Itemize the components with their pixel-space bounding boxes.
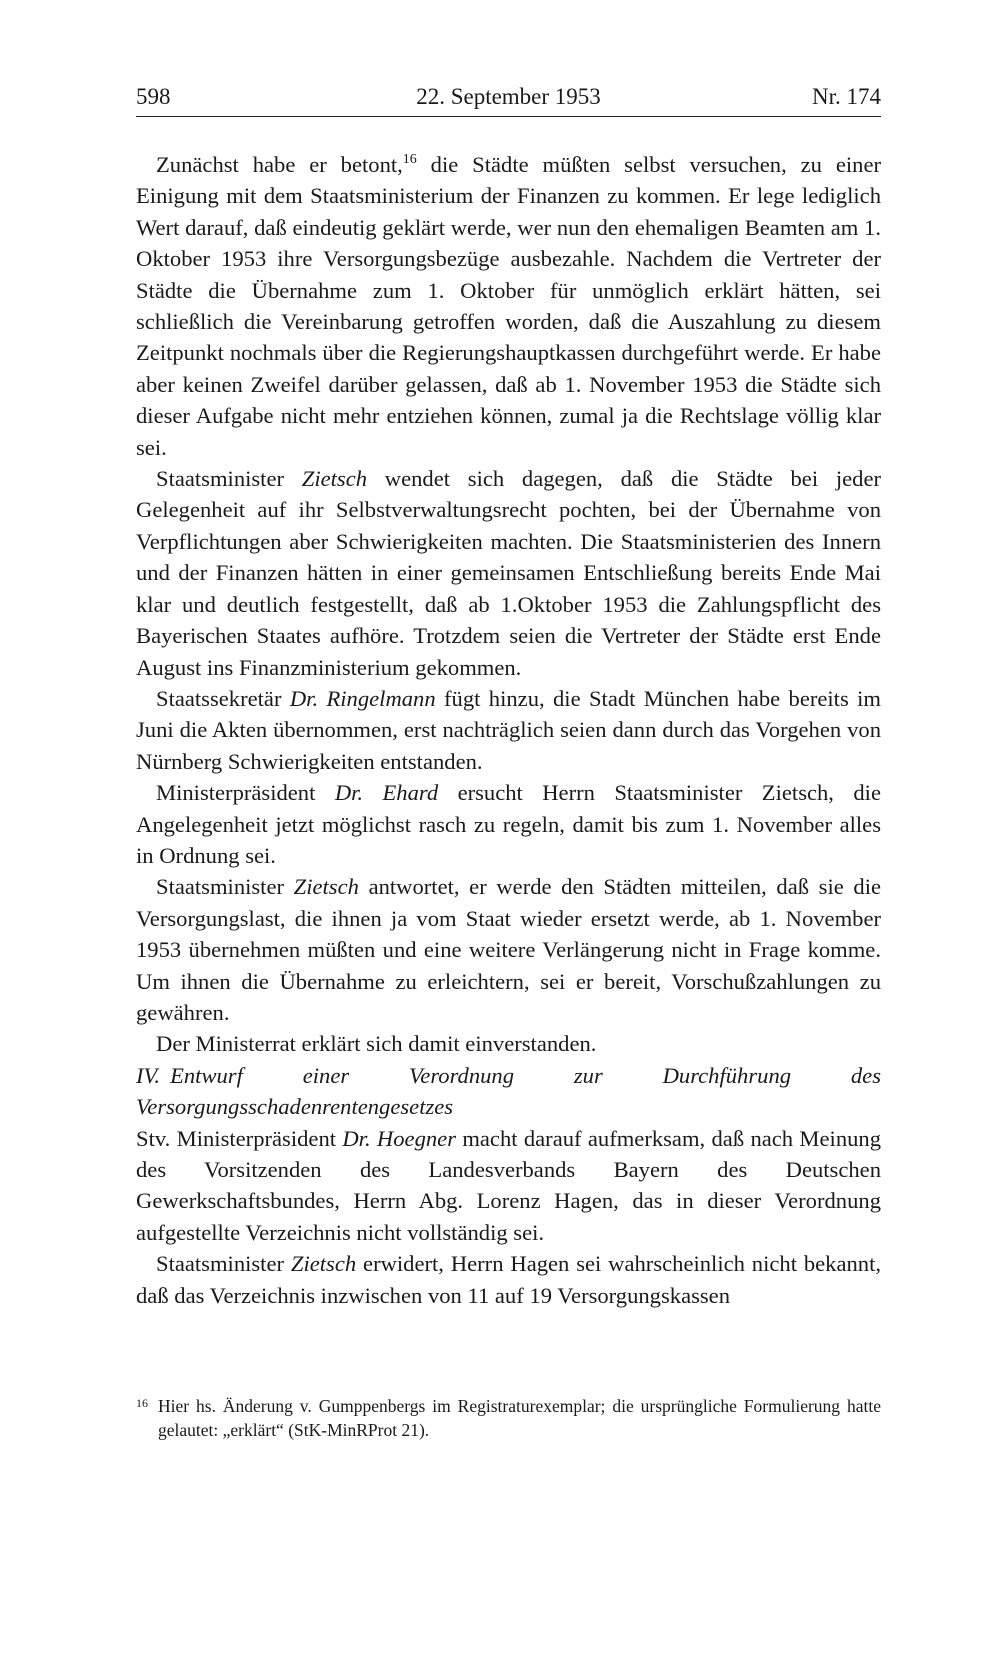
footnotes [136,1394,881,1442]
speaker-name: Zietsch [301,466,368,492]
header-date: 22. September 1953 [416,84,601,109]
page [136,82,881,1311]
text-run: Ministerpräsident [156,780,335,806]
text-run: antwortet, er werde den Städten mitteilen, daß sie die Versorgungslast, die ihnen ja vom Staat wieder ersetzt werde, ab 1. November 1953 übernehmen müßten und eine weitere Verlängerung nicht in Frage komme. Um ihnen die Übernahme zu erleichtern, sei er bereit, Vorschußzahlungen zu gewähren. [136,874,881,1025]
text-run: erwidert, Herrn Hagen sei wahrscheinlich nicht bekannt, daß das Verzeichnis inzwischen von 11 auf 19 Versorgungskassen [136,1251,882,1308]
section-title: Entwurf einer Verordnung zur Durchführung des Versorgungsschadenrentengesetzes [136,1062,881,1120]
speaker-name: Dr. Ringelmann [289,685,436,711]
text-run: ersucht Herrn Staatsminister Zietsch, die Angelegenheit jetzt möglichst rasch zu regeln, damit bis zum 1. November alles in Ordnung sei. [136,780,881,868]
paragraph [136,683,881,777]
footnote [136,1394,881,1442]
text-run: macht darauf aufmerksam, daß nach Meinung des Vorsitzenden des Landesverbands Bayern des Deutschen Gewerkschaftsbundes, Herrn Abg. Lorenz Hagen, das in dieser Verordnung aufgestellte Verzeichnis nicht vollständig sei. [136,1125,882,1245]
text-run: Der Ministerrat erklärt sich damit einverstanden. [156,1031,597,1057]
paragraph [136,463,881,683]
section-heading [136,1060,881,1123]
speaker-name: Dr. Ehard [334,780,439,806]
section-number: IV. [136,1062,161,1088]
text-run: Staatsminister [156,874,294,900]
text-run: Staatssekretär [156,685,290,711]
speaker-name: Zietsch [290,1251,357,1277]
footnote-mark: 16 [136,1396,148,1410]
speaker-name: Zietsch [293,874,359,900]
footnote-text: Hier hs. Änderung v. Gumppenbergs im Registraturexemplar; die ursprüngliche Formulierung hatte gelautet: „erklärt“ (StK-MinRProt 21). [158,1396,881,1440]
text-run: fügt hinzu, die Stadt München habe bereits im Juni die Akten übernommen, erst nachträglich seien dann durch das Vorgehen von Nürnberg Schwierigkeiten entstanden. [136,685,881,774]
body-text [136,149,881,1311]
paragraph [136,1028,881,1059]
text-run: Staatsminister [156,466,302,492]
speaker-name: Dr. Hoegner [342,1125,456,1151]
text-run: die Städte müßten selbst versuchen, zu einer Einigung mit dem Staatsministerium der Finanzen zu kommen. Er lege lediglich Wert darauf, daß eindeutig geklärt werde, wer nun den ehemaligen Beamten am 1. Oktober 1953 ihre Versorgungsbezüge ausbezahle. Nachdem die Vertreter der Städte die Übernahme zum 1. Oktober für unmöglich erklärt hätten, sei schließlich die Vereinbarung getroffen worden, daß die Auszahlung zu diesem Zeitpunkt nochmals über die Regierungshauptkassen durchgeführt werde. Er habe aber keinen Zweifel darüber gelassen, daß ab 1. November 1953 die Städte sich dieser Aufgabe nicht mehr entziehen können, zumal ja die Rechtslage völlig klar sei. [136,152,881,460]
running-header [136,82,881,117]
text-run: Staatsminister [156,1251,291,1277]
protocol-number: Nr. 174 [812,84,881,109]
text-run: Stv. Ministerpräsident [136,1125,343,1151]
text-run: wendet sich dagegen, daß die Städte bei jeder Gelegenheit auf ihr Selbstverwaltungsrecht pochten, bei der Übernahme von Verpflichtungen aber Schwierigkeiten machten. Die Staatsministerien des Innern und der Finanzen hätten in einer gemeinsamen Entschließung bereits Ende Mai klar und deutlich festgestellt, daß ab 1.Oktober 1953 die Zahlungspflicht des Bayerischen Staates aufhöre. Trotzdem seien die Vertreter der Städte erst Ende August ins Finanzministerium gekommen. [136,466,881,680]
footnote-reference[interactable]: 16 [402,152,417,167]
paragraph [136,871,881,1028]
paragraph [136,149,881,463]
paragraph [136,1123,881,1249]
paragraph [136,777,881,871]
text-run: Zunächst habe er betont, [156,152,403,177]
paragraph [136,1248,881,1311]
page-number: 598 [136,84,171,109]
